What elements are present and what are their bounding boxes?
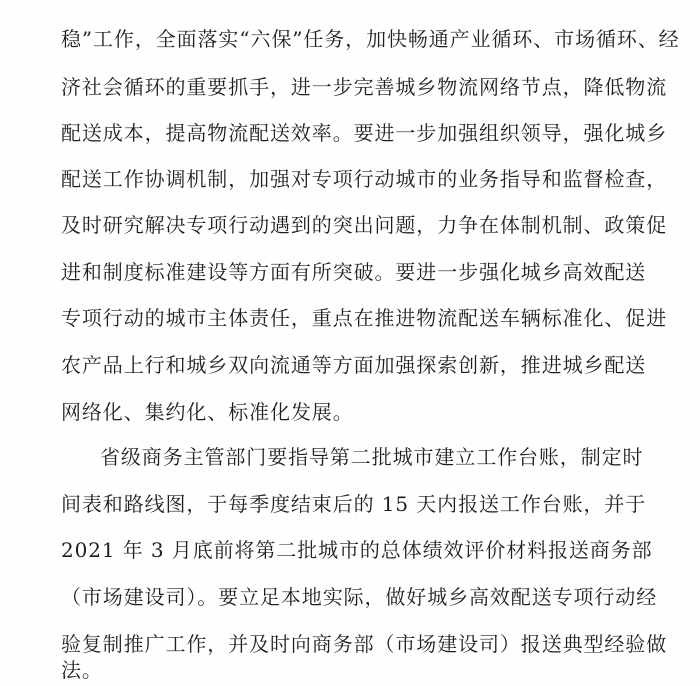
text-line: 稳”工作，全面落实“六保”任务，加快畅通产业循环、市场循环、经	[61, 27, 680, 51]
text-line: 2021 年 3 月底前将第二批城市的总体绩效评价材料报送商务部	[61, 538, 653, 562]
text-line: 济社会循环的重要抓手，进一步完善城乡物流网络节点，降低物流	[61, 75, 668, 99]
text-line: 配送成本，提高物流配送效率。要进一步加强组织领导，强化城乡	[61, 121, 668, 145]
text-line: 法。	[61, 658, 103, 682]
text-line: 间表和路线图，于每季度结束后的 15 天内报送工作台账，并于	[61, 492, 647, 516]
text-line: 专项行动的城市主体责任，重点在推进物流配送车辆标准化、促进	[61, 306, 668, 330]
text-line: 验复制推广工作，并及时向商务部（市场建设司）报送典型经验做	[61, 632, 668, 656]
text-line: 配送工作协调机制，加强对专项行动城市的业务指导和监督检查，	[61, 167, 668, 191]
text-line: 网络化、集约化、标准化发展。	[61, 400, 354, 424]
text-line: 农产品上行和城乡双向流通等方面加强探索创新，推进城乡配送	[61, 353, 647, 377]
text-line: 及时研究解决专项行动遇到的突出问题，力争在体制机制、政策促	[61, 213, 668, 237]
text-line: （市场建设司）。要立足本地实际，做好城乡高效配送专项行动经	[61, 585, 658, 609]
text-line: 省级商务主管部门要指导第二批城市建立工作台账，制定时	[100, 445, 644, 469]
text-line: 进和制度标准建设等方面有所突破。要进一步强化城乡高效配送	[61, 260, 647, 284]
